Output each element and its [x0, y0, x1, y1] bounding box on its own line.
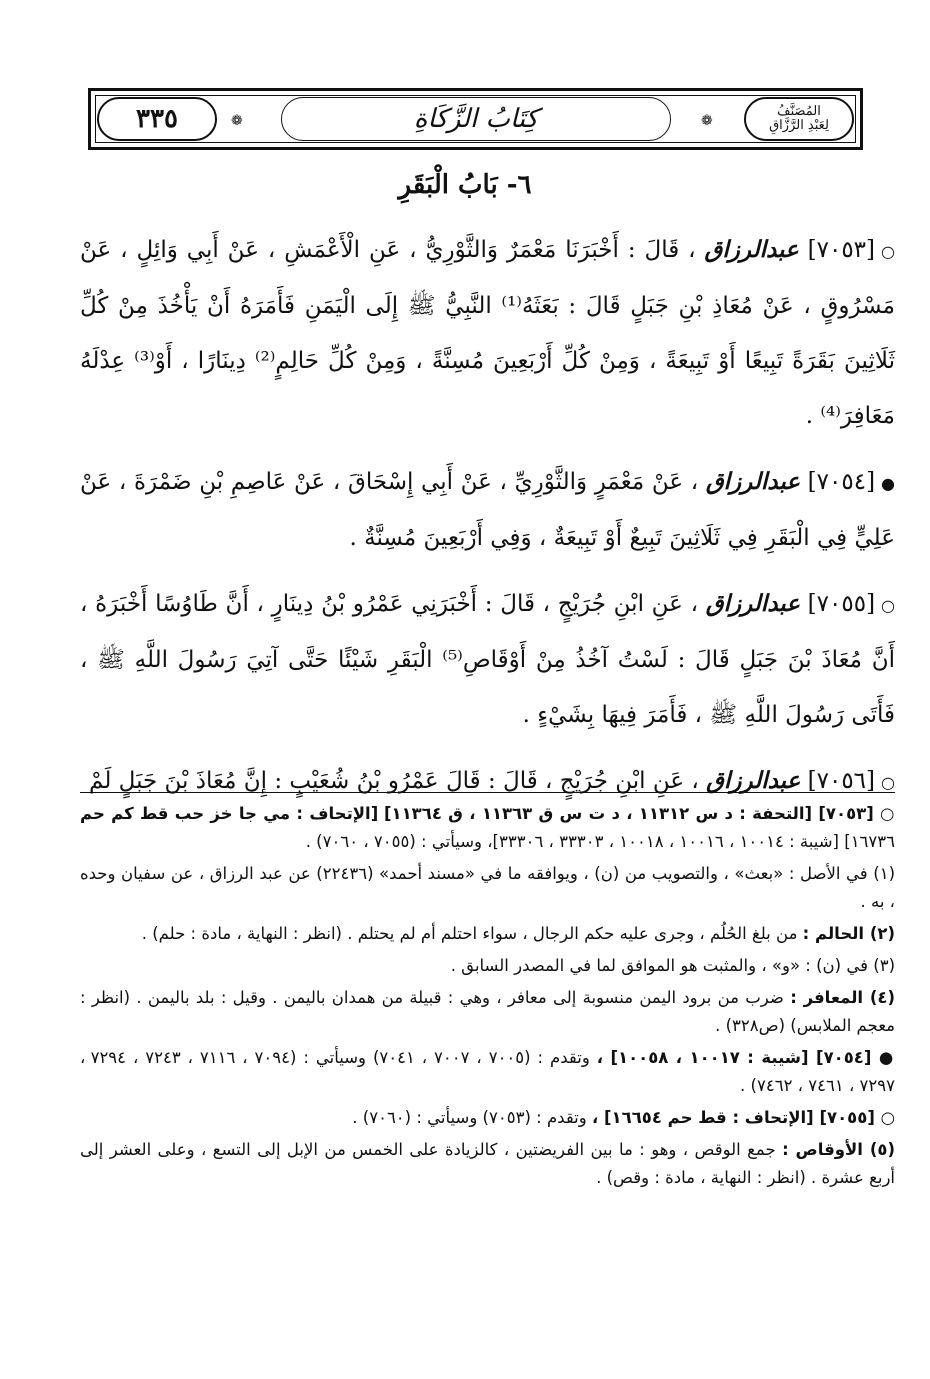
footnote — [80, 800, 895, 856]
footnote-lead: (٢) الحالم : — [802, 924, 895, 943]
book-seal — [744, 97, 854, 141]
footnote — [80, 920, 895, 948]
main-text — [80, 222, 895, 820]
footnote-lead: ● [٧٠٥٤] [شيبة : ١٠٠١٧ ، ١٠٠٥٨] ، — [596, 1048, 895, 1067]
hadith-number: [٧٠٥٣] — [807, 237, 876, 263]
footnote-lead: ○ [٧٠٥٥] [الإتحاف : قط حم ١٦٦٥٤] ، — [591, 1108, 895, 1127]
chapter-title: ٦- بَابُ الْبَقَرِ — [398, 170, 532, 200]
narrator-name: عبدالرزاق — [704, 236, 799, 263]
footnote-lead: (٤) المعافر : — [790, 988, 896, 1007]
seal-line: لِعَبْدِ الرَّزَّاقِ — [769, 118, 829, 133]
footnote — [80, 952, 895, 980]
footnote — [80, 860, 895, 916]
hadith-number: [٧٠٥٤] — [807, 469, 876, 495]
hadith-text: ، عَنِ ابْنِ جُرَيْجٍ ، قَالَ : أَخْبَرَنِي عَمْرُو بْنُ دِينَارٍ ، أَنَّ طَاوُسًا أَخْبَرَهُ ، أَنَّ مُعَاذَ بْنَ جَبَلٍ قَالَ : لَسْتُ آخُذُ مِنْ أَوْقَاصِ⁽⁵⁾ الْبَقَرِ شَيْئًا حَتَّى آتِيَ رَسُولَ اللَّهِ ﷺ ، فَأَتَى رَسُولَ اللَّهِ ﷺ ، فَأَمَرَ فِيهَا بِشَيْءٍ . — [80, 591, 895, 728]
hadith-marker: ○ — [881, 242, 895, 261]
book-title: كِتَابُ الزَّكَاةِ — [281, 97, 671, 141]
footnote — [80, 984, 895, 1040]
hadith-text: ، عَنْ مَعْمَرٍ وَالثَّوْرِيِّ ، عَنْ أَبِي إِسْحَاقَ ، عَنْ عَاصِمِ بْنِ ضَمْرَةَ ، عَنْ عَلِيٍّ فِي الْبَقَرِ فِي ثَلَاثِينَ تَبِيعٌ أَوْ تَبِيعَةٌ ، وَفِي أَرْبَعِينَ مُسِنَّةٌ . — [80, 469, 895, 551]
narrator-name: عبدالرزاق — [705, 590, 800, 617]
footnote-divider — [80, 792, 895, 793]
footnote-lead: ○ [٧٠٥٣] [التحفة : د س ١١٣١٢ ، د ت س ق ١١٣٦٣ ، ق ١١٣٦٤] [الإتحاف : مي جا خز حب قط كم حم — [80, 804, 896, 823]
hadith-number: [٧٠٥٦] — [807, 768, 876, 794]
hadith-text: ، قَالَ : أَخْبَرَنَا مَعْمَرٌ وَالثَّوْرِيُّ ، عَنِ الْأَعْمَشِ ، عَنْ أَبِي وَائِلٍ ، عَنْ مَسْرُوقٍ ، عَنْ مُعَاذِ بْنِ جَبَلٍ قَالَ : بَعَثَهُ⁽¹⁾ النَّبِيُّ ﷺ إِلَى الْيَمَنِ فَأَمَرَهُ أَنْ يَأْخُذَ مِنْ كُلِّ ثَلَاثِينَ بَقَرَةً تَبِيعًا أَوْ تَبِيعَةً ، وَمِنْ كُلِّ أَرْبَعِينَ مُسِنَّةً ، وَمِنْ كُلِّ حَالِمٍ⁽²⁾ دِينَارًا ، أَوْ⁽³⁾ عِدْلَهُ مَعَافِرَ⁽⁴⁾ . — [80, 237, 895, 429]
footnote — [80, 1136, 895, 1192]
hadith-paragraph — [80, 222, 895, 444]
footnotes — [80, 800, 895, 1196]
footnote — [80, 1044, 895, 1100]
footnote-lead: (١) — [873, 864, 895, 883]
hadith-text: ، عَنِ ابْنِ جُرَيْجٍ ، قَالَ : قَالَ عَمْرُو بْنُ شُعَيْبٍ : إِنَّ مُعَاذَ بْنَ جَبَلٍ لَمْ — [89, 768, 699, 794]
page-header — [88, 88, 863, 150]
narrator-name: عبدالرزاق — [705, 468, 800, 495]
footnote-text: ضرب من برود اليمن منسوبة إلى معافر ، وهي : قبيلة من همدان باليمن . وقيل : بلد باليمن . (انظر : معجم الملابس) (ص٣٢٨) . — [80, 988, 895, 1035]
hadith-marker: ○ — [881, 596, 896, 615]
footnote-text: جمع الوقص ، وهو : ما بين الفريضتين ، كالزيادة على الخمس من الإبل إلى التسع ، وعلى العشر إلى أربع عشرة . (انظر : النهاية ، مادة : وقص) . — [80, 1140, 895, 1187]
footnote-text: في الأصل : «بعث» ، والتصويب من (ن) ، ويوافقه ما في «مسند أحمد» (٢٢٤٣٦) عن عبد الرزاق ، عن سفيان وحده ، به . — [80, 864, 895, 911]
footnote-lead: (٥) الأوقاص : — [782, 1140, 896, 1159]
footnote-text: ١٦٧٣٦] [شيبة : ١٠٠١٤ ، ١٠٠١٦ ، ١٠٠١٨ ، ٣٣٣٠٣ ، ٣٣٣٠٦]، وسيأتي : (٧٠٥٥ ، ٧٠٦٠) . — [305, 832, 895, 851]
footnote-lead: (٣) — [873, 956, 895, 975]
narrator-name: عبدالرزاق — [706, 767, 801, 794]
hadith-marker: ● — [881, 474, 896, 493]
hadith-paragraph — [80, 454, 895, 566]
seal-line: المُصَنَّفُ — [777, 104, 821, 119]
hadith-marker: ○ — [881, 773, 895, 792]
footnote-text: وتقدم : (٧٠٠٥ ، ٧٠٠٧ ، ٧٠٤١) وسيأتي : (٧٠٩٤ ، ٧١١٦ ، ٧٢٤٣ ، ٧٢٩٤ ، ٧٢٩٧ ، ٧٤٦١ ، ٧٤٦٢) . — [80, 1048, 895, 1095]
ornament-icon: ❁ — [231, 113, 243, 129]
page-number: ٣٣٥ — [97, 97, 217, 141]
footnote-text: من بلغ الحُلُم ، وجرى عليه حكم الرجال ، سواء احتلم أم لم يحتلم . (انظر : النهاية ، مادة : حلم) . — [141, 924, 798, 943]
hadith-number: [٧٠٥٥] — [807, 591, 876, 617]
ornament-icon: ❁ — [701, 113, 713, 129]
footnote-text: وتقدم : (٧٠٥٣) وسيأتي : (٧٠٦٠) . — [352, 1108, 587, 1127]
footnote-text: في (ن) : «و» ، والمثبت هو الموافق لما في المصدر السابق . — [450, 956, 868, 975]
footnote — [80, 1104, 895, 1132]
hadith-paragraph — [80, 576, 895, 743]
